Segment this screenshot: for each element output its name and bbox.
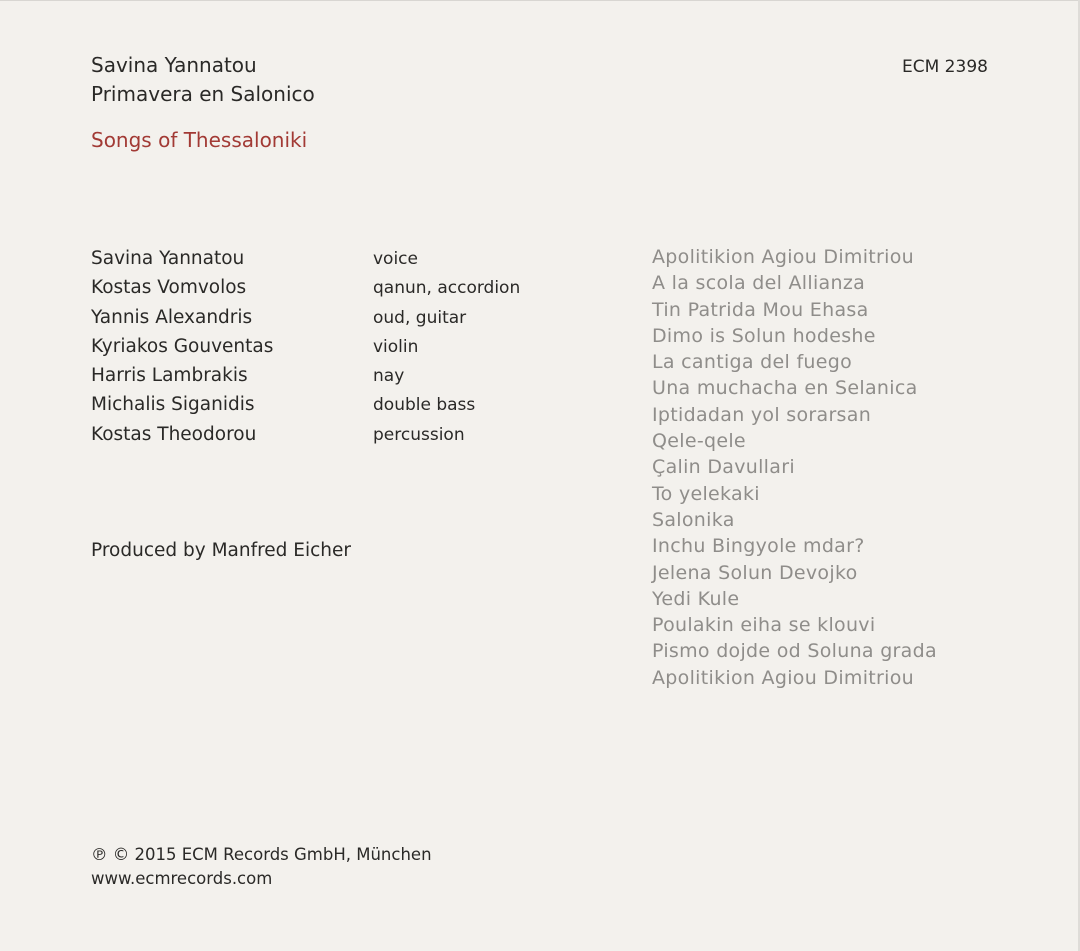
track-list xyxy=(652,244,1052,691)
track-item: Yedi Kule xyxy=(652,587,740,610)
track-item: Apolitikion Agiou Dimitriou xyxy=(652,666,915,689)
track-item: Iptidadan yol sorarsan xyxy=(652,403,872,426)
musician-instrument: violin xyxy=(373,336,419,357)
track-item: La cantiga del fuego xyxy=(652,351,853,374)
musician-name: Kostas Vomvolos xyxy=(91,277,247,299)
musician-name: Kyriakos Gouventas xyxy=(91,335,274,357)
musician-name: Kostas Theodorou xyxy=(91,423,257,445)
track-item: Qele-qele xyxy=(652,430,746,453)
track-item: To yelekaki xyxy=(652,482,760,505)
track-item: Çalin Davullari xyxy=(652,456,795,479)
artist-name: Savina Yannatou xyxy=(91,53,257,77)
website-url: www.ecmrecords.com xyxy=(91,869,273,888)
track-item: Jelena Solun Devojko xyxy=(652,561,858,584)
track-item: Pismo dojde od Soluna grada xyxy=(652,640,937,663)
musician-name: Yannis Alexandris xyxy=(91,306,253,328)
musician-instrument: oud, guitar xyxy=(373,307,467,328)
musician-instrument: voice xyxy=(373,249,418,269)
musician-name: Harris Lambrakis xyxy=(91,365,248,387)
page-edge-top xyxy=(0,0,1080,1)
track-item: Dimo is Solun hodeshe xyxy=(652,324,876,347)
track-item: A la scola del Allianza xyxy=(652,272,866,295)
copyright-notice: ℗ © 2015 ECM Records GmbH, München xyxy=(91,845,432,864)
track-item: Una muchacha en Selanica xyxy=(652,377,918,400)
track-item: Apolitikion Agiou Dimitriou xyxy=(652,246,915,268)
personnel-row xyxy=(91,332,571,361)
personnel-row xyxy=(91,390,571,419)
track-item: Poulakin eiha se klouvi xyxy=(652,614,876,637)
catalog-number: ECM 2398 xyxy=(902,57,988,77)
musician-instrument: percussion xyxy=(373,424,465,445)
personnel-row xyxy=(91,244,571,273)
musician-name: Savina Yannatou xyxy=(91,248,245,269)
personnel-row xyxy=(91,273,571,302)
musician-instrument: nay xyxy=(373,366,405,387)
personnel-list xyxy=(91,244,571,449)
track-item: Salonika xyxy=(652,508,735,531)
personnel-row xyxy=(91,361,571,390)
track-item: Inchu Bingyole mdar? xyxy=(652,535,865,558)
album-subtitle: Songs of Thessaloniki xyxy=(91,128,308,152)
personnel-row xyxy=(91,420,571,449)
musician-name: Michalis Siganidis xyxy=(91,394,255,416)
musician-instrument: qanun, accordion xyxy=(373,278,521,299)
musician-instrument: double bass xyxy=(373,395,476,416)
personnel-row xyxy=(91,303,571,332)
album-title: Primavera en Salonico xyxy=(91,82,315,106)
track-item: Tin Patrida Mou Ehasa xyxy=(652,298,869,321)
producer-credit: Produced by Manfred Eicher xyxy=(91,540,352,561)
